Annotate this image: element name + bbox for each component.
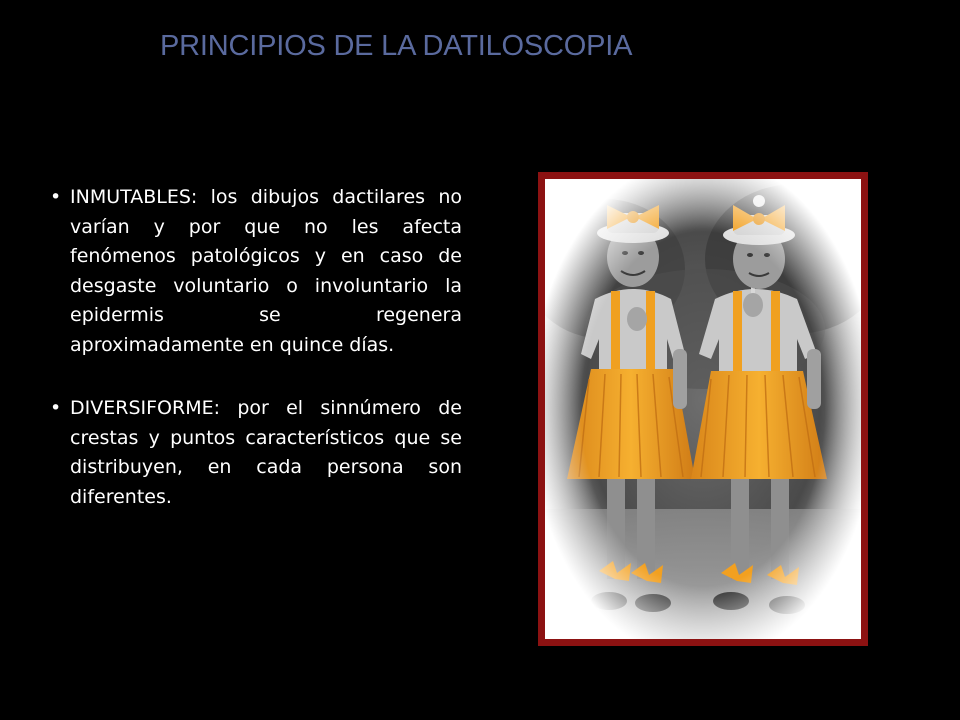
photo-frame (538, 172, 868, 646)
bullet-text: los dibujos dactilares no varían y por que no les afecta fenómenos patológicos y en caso de desgaste voluntario o involuntario la epidermis se regenera aproximadamente en quince días. (70, 186, 462, 356)
twins-photo (545, 179, 861, 639)
bullet-marker: • (50, 397, 62, 419)
bullet-marker: • (50, 186, 62, 208)
twins-illustration (545, 179, 861, 639)
bullet-term: DIVERSIFORME: (70, 397, 220, 419)
slide-title: PRINCIPIOS DE LA DATILOSCOPIA (160, 30, 633, 62)
bullet-text: por el sinnúmero de crestas y puntos característicos que se distribuyen, en cada persona son diferentes. (70, 397, 462, 508)
bullet-term: INMUTABLES: (70, 186, 198, 208)
bullet-inmutables (50, 183, 462, 360)
bullet-list (50, 183, 462, 546)
bullet-diversiforme (50, 394, 462, 512)
